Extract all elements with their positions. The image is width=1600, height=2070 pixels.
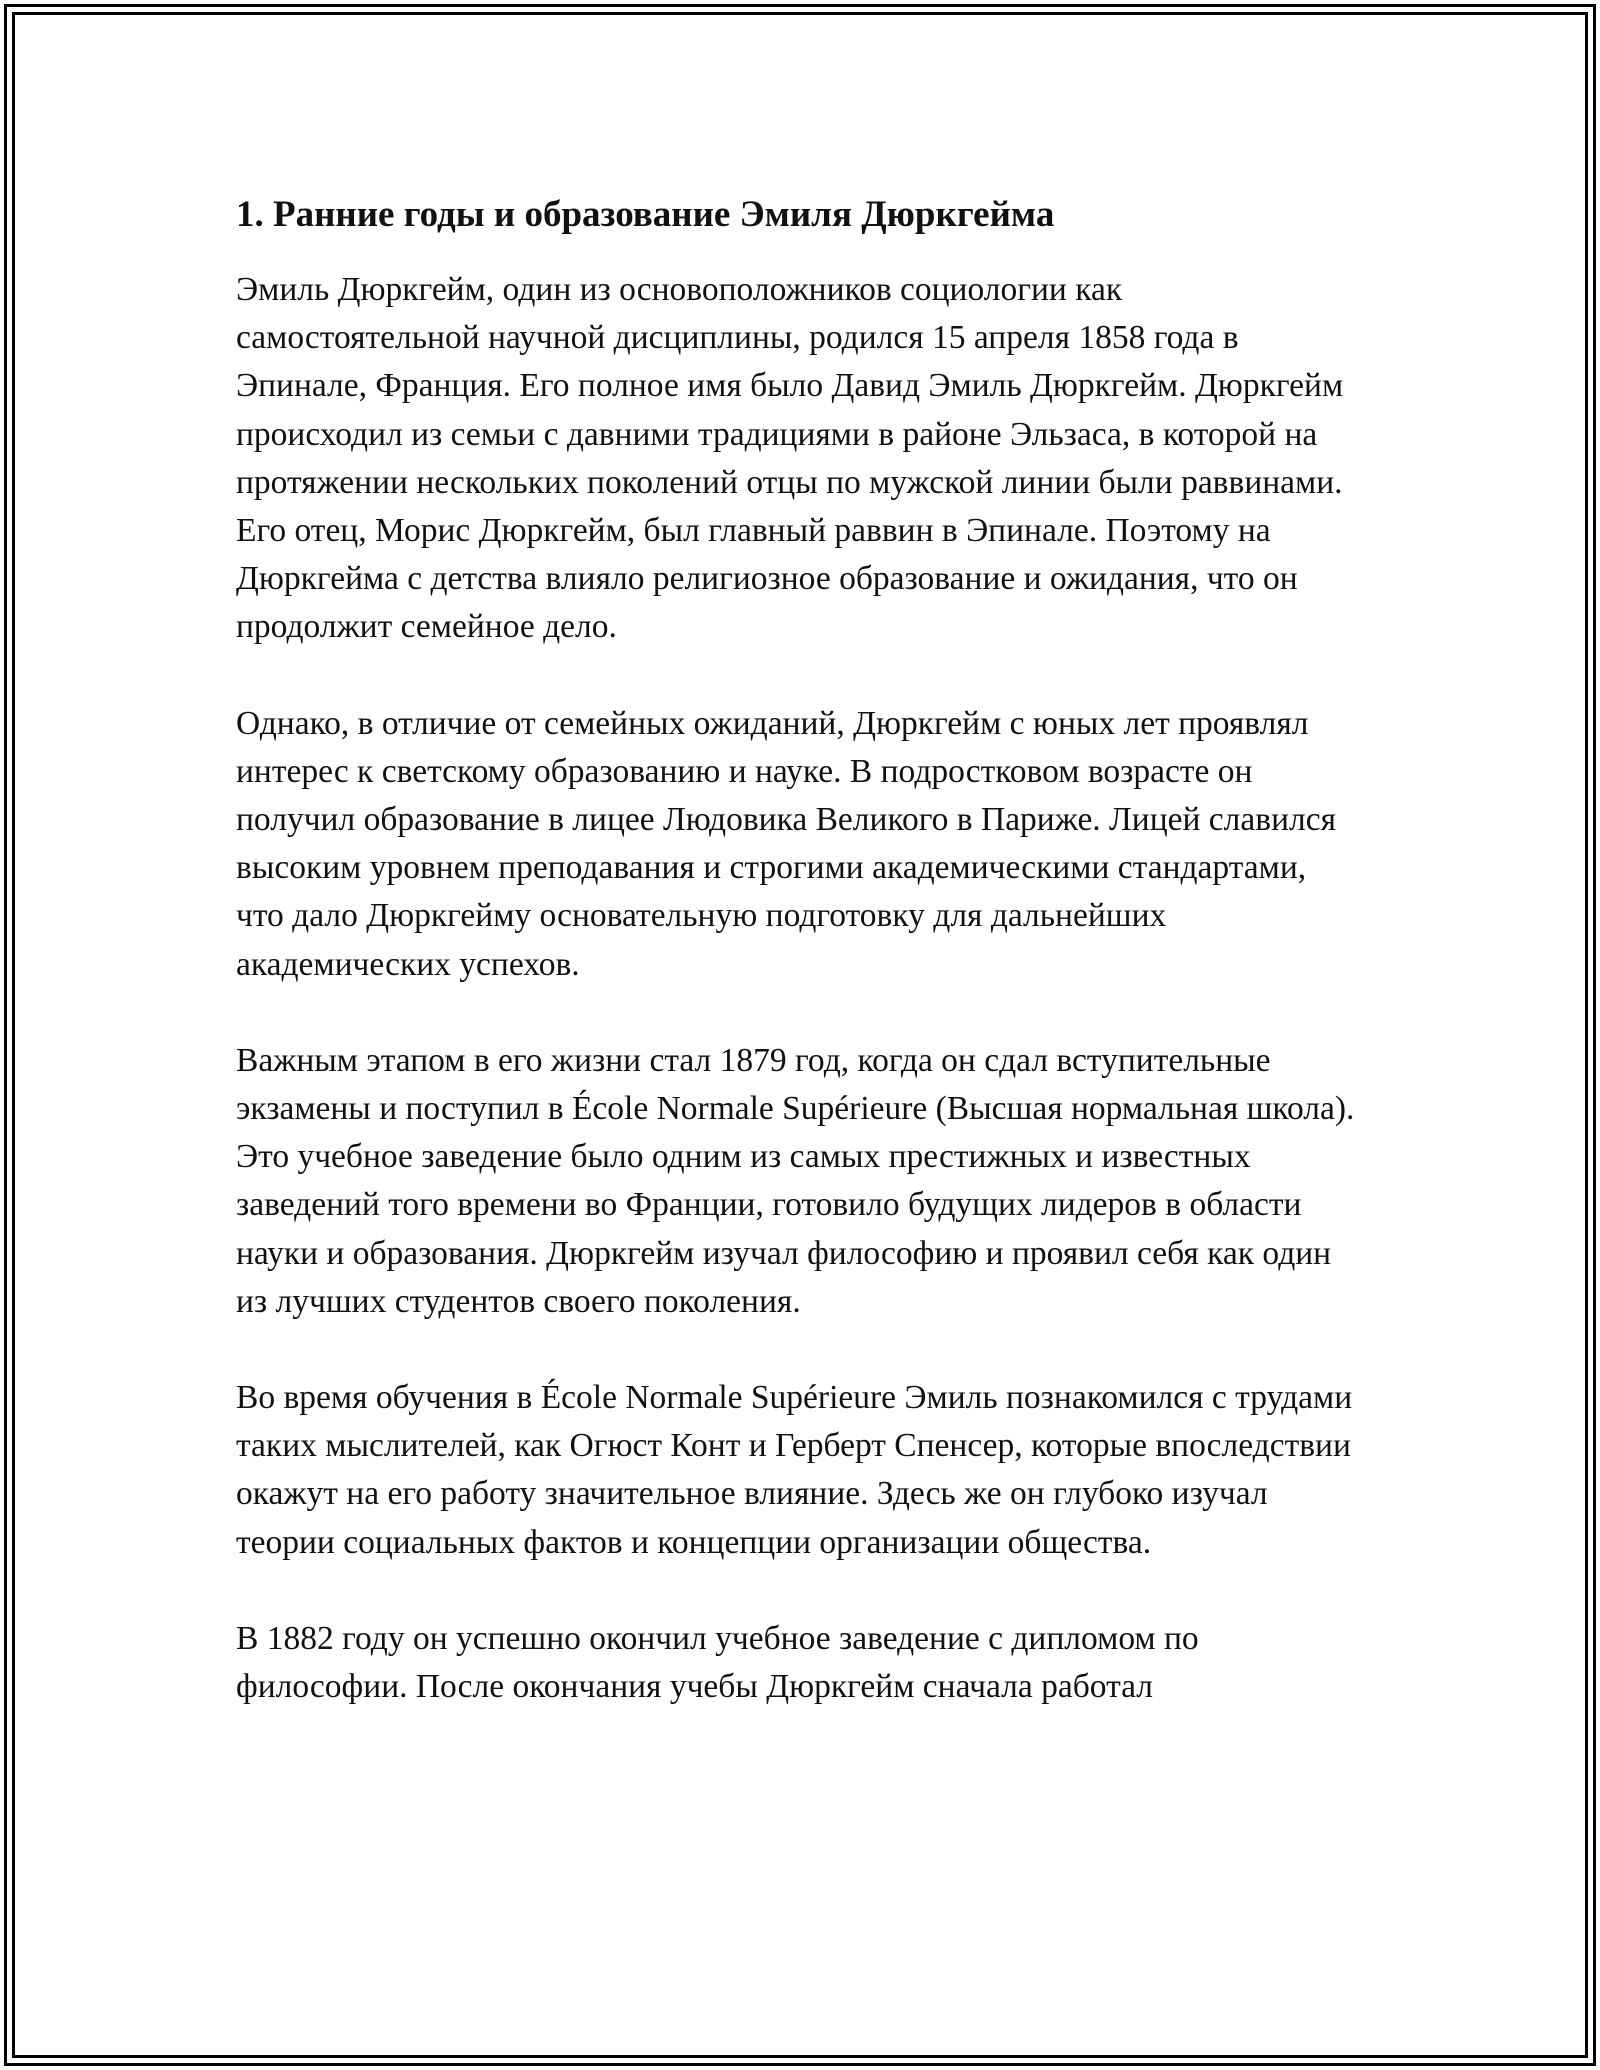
paragraph-4: Во время обучения в École Normale Supérieure Эмиль познакомился с трудами таких мыслителей, как Огюст Конт и Герберт Спенсер, которые впоследствии окажут на его работу значительное влияние. Здесь же он глубоко изучал теории социальных фактов и концепции организации общества. bbox=[236, 1379, 1353, 1561]
paragraph-3: Важным этапом в его жизни стал 1879 год, когда он сдал вступительные экзамены и поступил в École Normale Supérieure (Высшая нормальная школа). Это учебное заведение было одним из самых престижных и известных заведений того времени во Франции, готовило будущих лидеров в области науки и образования. Дюркгейм изучал философию и проявил себя как один из лучших студентов своего поколения. bbox=[236, 1041, 1355, 1320]
paragraph-1: Эмиль Дюркгейм, один из основоположников социологии как самостоятельной научной дисциплины, родился 15 апреля 1858 года в Эпинале, Франция. Его полное имя было Давид Эмиль Дюркгейм. Дюркгейм происходил из семьи с давними традициями в районе Эльзаса, в которой на протяжении нескольких поколений отцы по мужской линии были раввинами. Его отец, Морис Дюркгейм, был главный раввин в Эпинале. Поэтому на Дюркгейма с детства влияло религиозное образование и ожидания, что он продолжит семейное дело. bbox=[236, 271, 1344, 646]
section-heading: 1. Ранние годы и образование Эмиля Дюркгейма bbox=[236, 194, 1055, 235]
document-body bbox=[236, 186, 1356, 1759]
paragraph-5: В 1882 году он успешно окончил учебное заведение с дипломом по философии. После окончания учебы Дюркгейм сначала работал bbox=[236, 1619, 1199, 1706]
paragraph-2: Однако, в отличие от семейных ожиданий, Дюркгейм с юных лет проявлял интерес к светскому образованию и науке. В подростковом возрасте он получил образование в лицее Людовика Великого в Париже. Лицей славился высоким уровнем преподавания и строгими академическими стандартами, что дало Дюркгейму основательную подготовку для дальнейших академических успехов. bbox=[236, 704, 1337, 983]
